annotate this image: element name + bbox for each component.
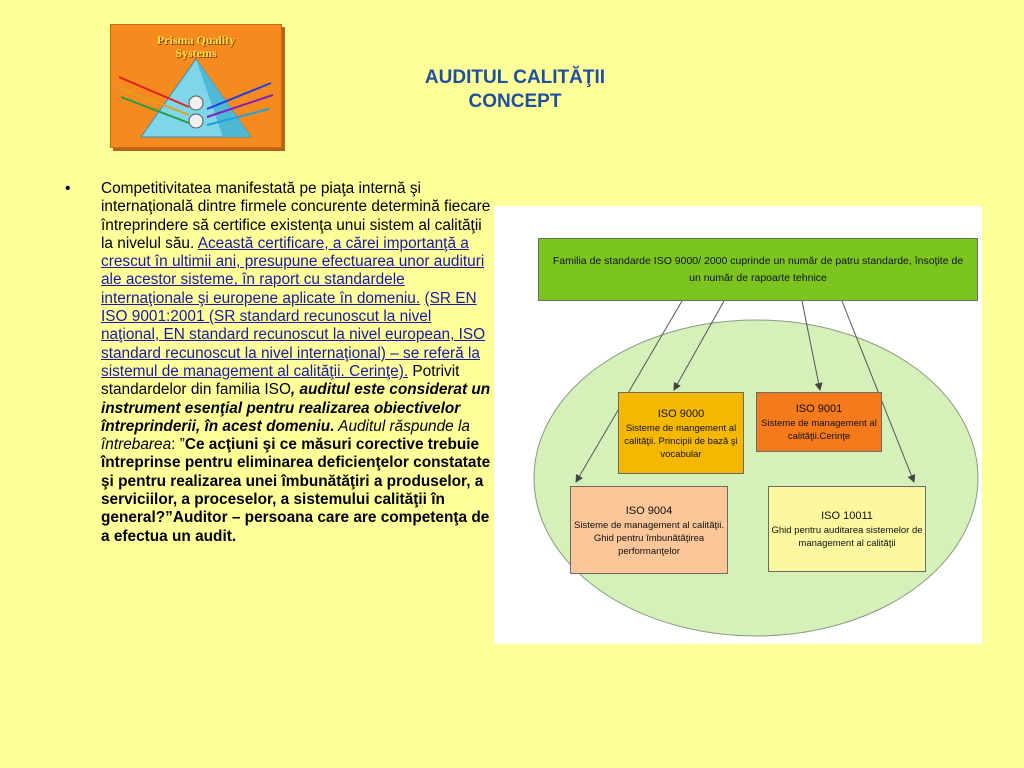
iso-family-box xyxy=(538,238,978,301)
iso10011-box xyxy=(768,486,926,572)
iso9001-text: Sisteme de management al calităţii.Cerinţe xyxy=(761,418,877,442)
standard-reference-link[interactable]: (SR EN ISO 9001:2001 (SR standard recunoscut la nivel naţional, EN standard recunoscut la nivel european, ISO standard recunoscut la nivel internaţional) – se referă la sistemul de management al calităţii. Cerinţe). xyxy=(101,289,486,380)
page-title xyxy=(380,66,650,114)
text-segment-1: Competitivitatea manifestată pe piaţa internă şi internaţională dintre firmele concurente determină fiecare întreprindere să certifice existenţa unui sistem al calităţii la nivelul său. xyxy=(101,180,491,252)
company-logo xyxy=(110,24,282,148)
iso9000-text: Sisteme de mangement al calităţii. Principii de bază şi vocabular xyxy=(624,422,738,460)
logo-line-1: Prisma Quality xyxy=(156,33,236,47)
title-line-2: CONCEPT xyxy=(468,91,562,112)
body-paragraph xyxy=(101,180,493,546)
iso9004-box xyxy=(570,486,728,574)
iso9001-box xyxy=(756,392,882,452)
certification-link[interactable]: Această certificare, a cărei importanţă a crescut în ultimii ani, presupune efectuarea unor audituri ale acestor sisteme, în raport cu standardele internaţionale şi europene aplicate în domeniu. xyxy=(101,234,485,307)
iso10011-title: ISO 10011 xyxy=(821,510,873,522)
iso-family-text: Familia de standarde ISO 9000/ 2000 cuprinde un număr de patru standarde, însoţite de un număr de rapoarte tehnice xyxy=(552,254,964,284)
body-text-block xyxy=(65,180,493,546)
iso10011-text: Ghid pentru auditarea sistemelor de management al calităţii xyxy=(771,525,923,549)
bold-italic-segment: , auditul este considerat un instrument esenţial pentru realizarea obiectivelor întreprinderii, în acest domeniu. xyxy=(101,381,491,435)
title-line-1: AUDITUL CALITĂŢII xyxy=(424,67,606,88)
iso9000-title: ISO 9000 xyxy=(657,407,705,420)
iso9000-box xyxy=(618,392,744,474)
logo-wordmark xyxy=(111,34,281,60)
iso-standards-diagram xyxy=(494,206,982,644)
iso9004-text: Sisteme de management al calităţii. Ghid pentru îmbunătăţirea performanţelor xyxy=(574,519,724,557)
logo-line-2: Systems xyxy=(175,46,217,60)
italic-segment: Auditul răspunde la întrebarea xyxy=(101,417,470,454)
iso9001-title: ISO 9001 xyxy=(795,403,843,415)
bullet-marker: • xyxy=(65,180,71,197)
family-ellipse xyxy=(534,320,978,636)
text-segment-3: Potrivit standardelor din familia ISO xyxy=(101,362,460,399)
iso9004-title: ISO 9004 xyxy=(625,504,673,517)
bold-segment: Ce acţiuni şi ce măsuri corective trebuie întreprinse pentru eliminarea deficienţelor constatate şi pentru realizarea unei îmbunătăţiri a produselor, a serviciilor, a proceselor, a sistemului calităţii în general?”Auditor – persoana care are competenţa de a efectua un audit. xyxy=(101,436,491,545)
text-segment-4: : ” xyxy=(171,436,185,454)
